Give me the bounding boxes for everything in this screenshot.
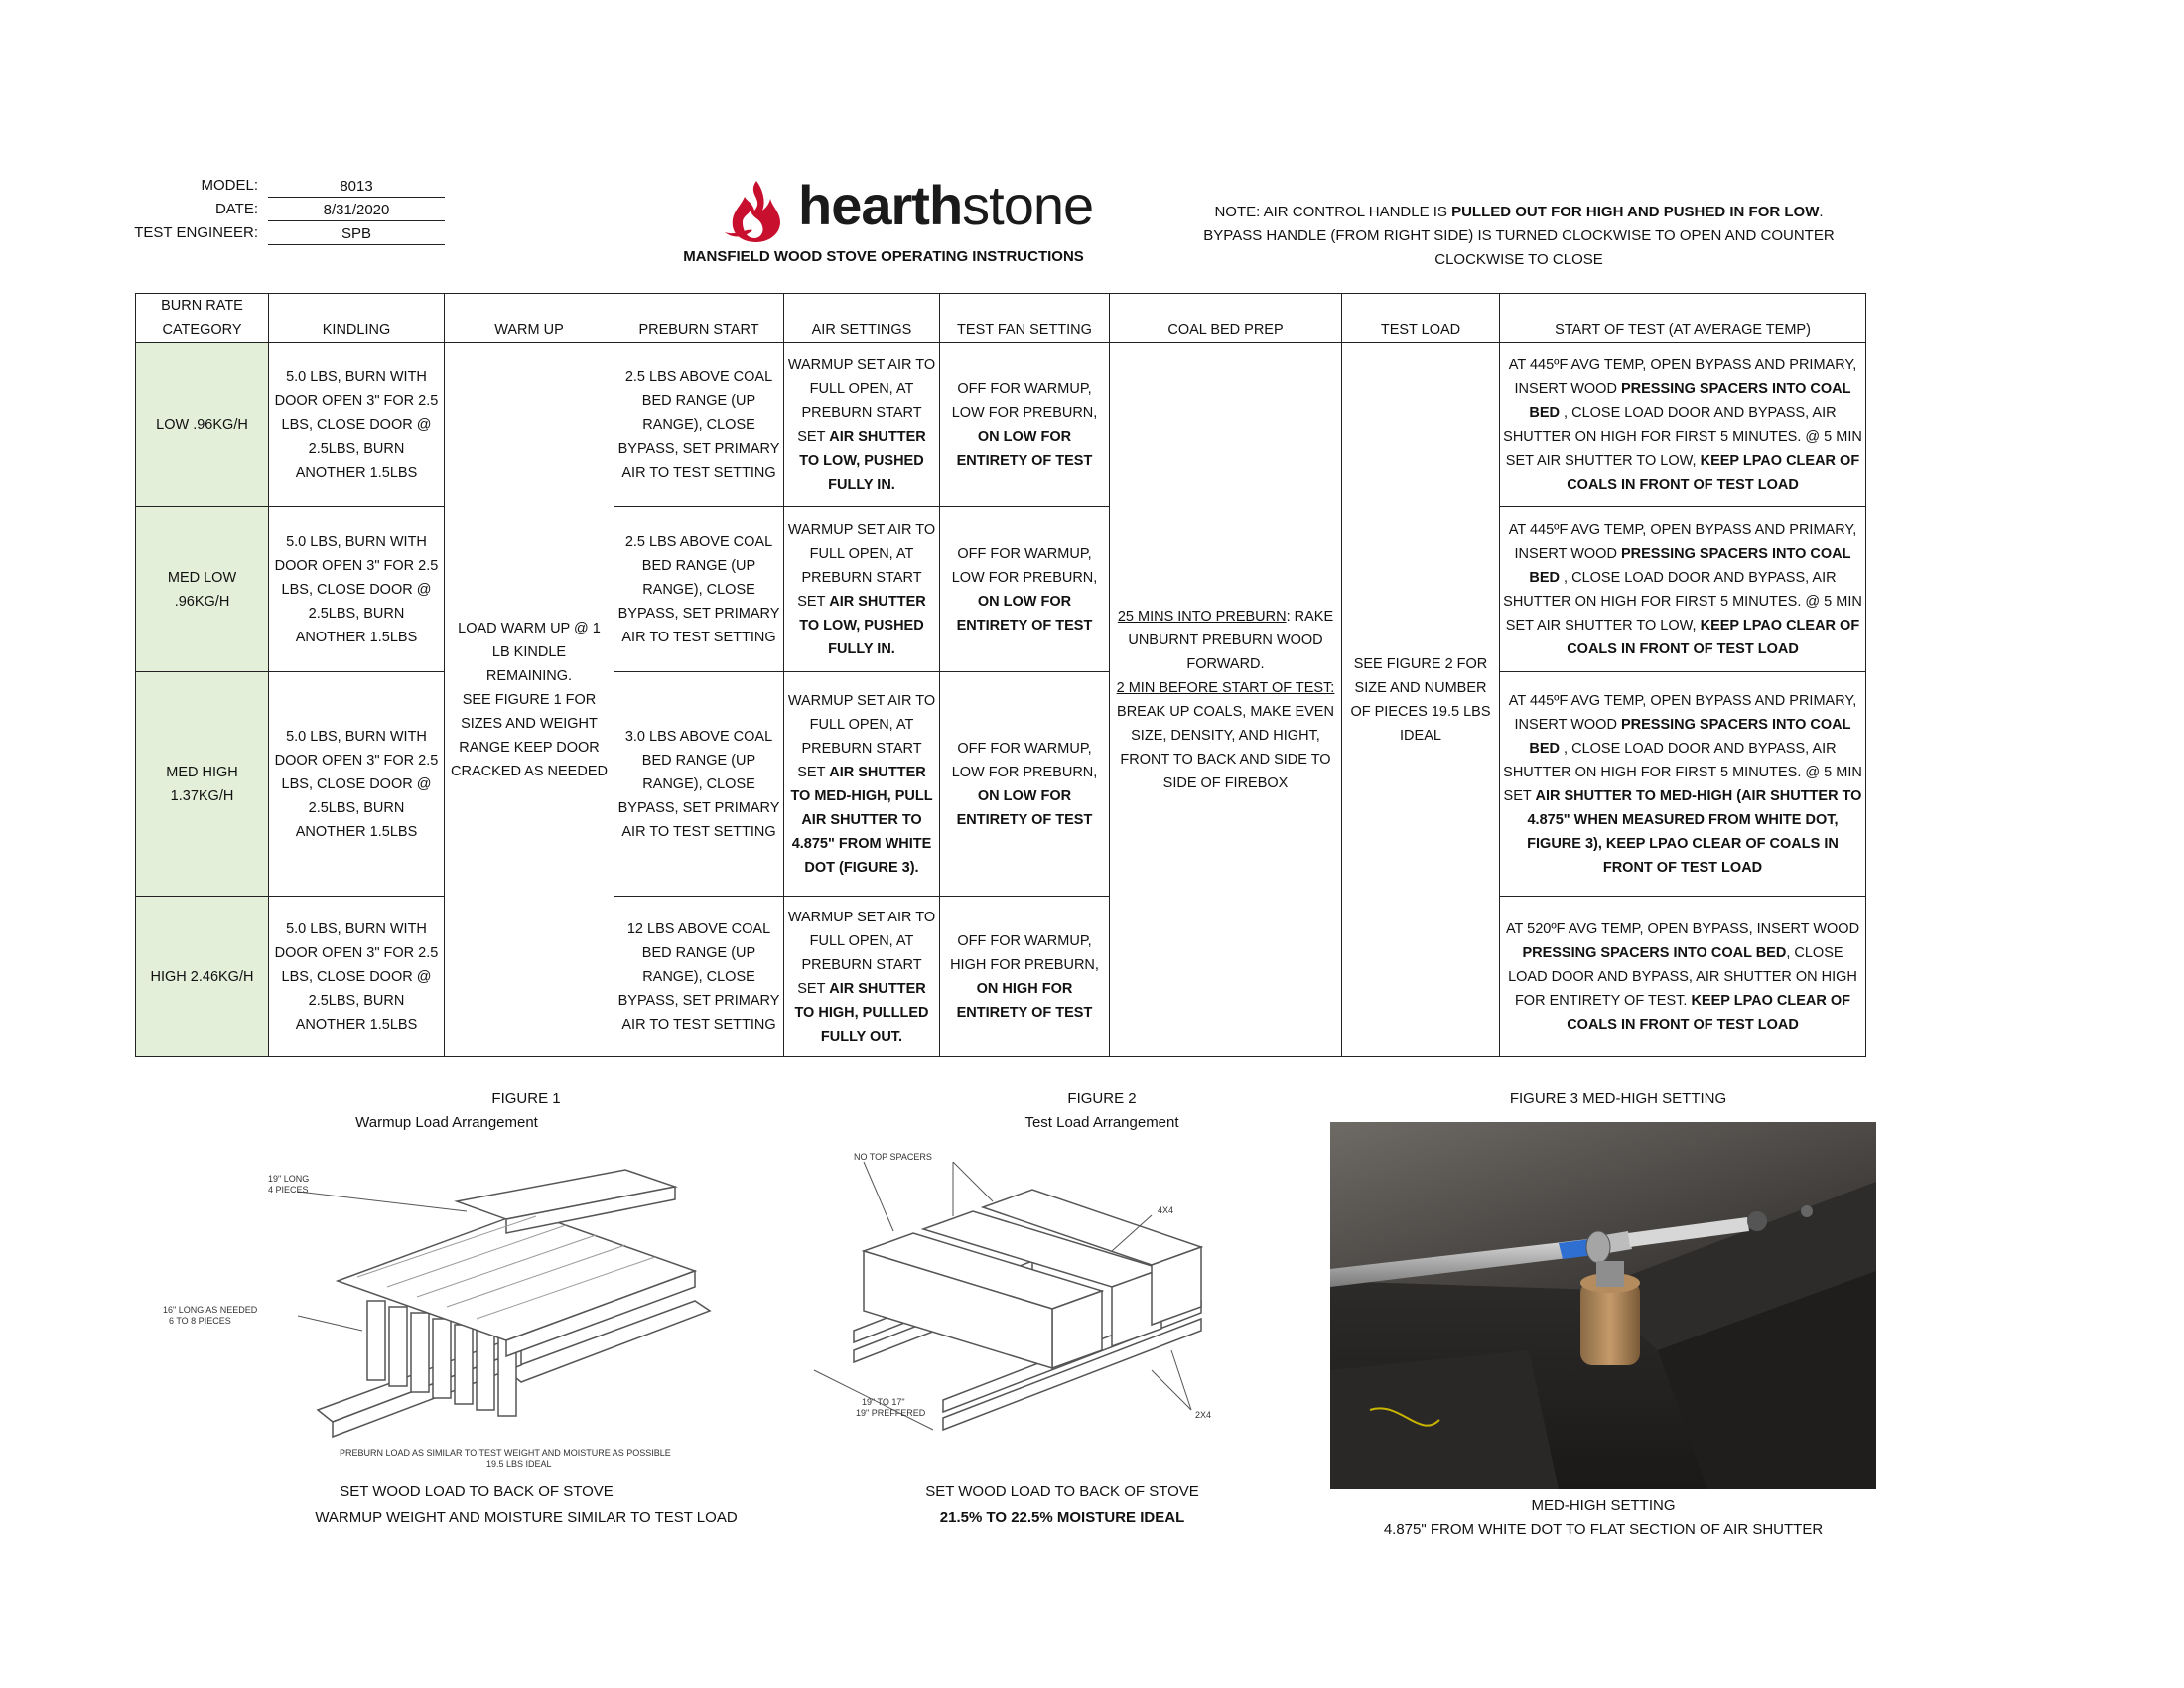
- air-settings-cell: [784, 343, 940, 507]
- note-line-1-prefix: NOTE: AIR CONTROL HANDLE IS: [1214, 204, 1452, 220]
- warm-up-line-2: SEE FIGURE 1 FOR SIZES AND WEIGHT RANGE KEEP DOOR CRACKED AS NEEDED: [451, 691, 608, 779]
- note-line-1: [1191, 201, 1846, 224]
- figure-1-caption-1: SET WOOD LOAD TO BACK OF STOVE: [340, 1483, 614, 1500]
- fig1-label-side-1: 16" LONG AS NEEDED: [163, 1305, 258, 1315]
- start-text-d: KEEP LPAO CLEAR OF COALS IN FRONT OF TEST LOAD: [1567, 992, 1851, 1033]
- header-preburn-start: PREBURN START: [614, 294, 784, 343]
- fan-cell: [940, 343, 1110, 507]
- air-settings-cell: [784, 507, 940, 672]
- fan-bold: ON LOW FOR ENTIRETY OF TEST: [956, 787, 1093, 828]
- model-value: 8013: [268, 177, 445, 198]
- burn-rate-cell: LOW .96KG/H: [136, 343, 269, 507]
- document-subtitle: MANSFIELD WOOD STOVE OPERATING INSTRUCTIONS: [683, 248, 1084, 265]
- fan-bold: ON LOW FOR ENTIRETY OF TEST: [956, 428, 1093, 469]
- figure-3-caption-1: MED-HIGH SETTING: [1531, 1497, 1676, 1514]
- warm-up-line-1: LOAD WARM UP @ 1 LB KINDLE REMAINING.: [458, 620, 601, 684]
- start-of-test-cell: [1500, 897, 1866, 1057]
- start-of-test-cell: [1500, 507, 1866, 672]
- air-settings-cell: [784, 672, 940, 897]
- fan-cell: [940, 507, 1110, 672]
- header-coal-bed-prep: COAL BED PREP: [1110, 294, 1342, 343]
- brand-wordmark: [798, 173, 1093, 237]
- figure-2-subtitle: Test Load Arrangement: [1024, 1114, 1179, 1131]
- note-line-1-bold: PULLED OUT FOR HIGH AND PUSHED IN FOR LOW: [1451, 204, 1820, 220]
- start-text-b: PRESSING SPACERS INTO COAL BED: [1529, 716, 1851, 757]
- air-plain: WARMUP SET AIR TO FULL OPEN, AT PREBURN START SET: [787, 692, 936, 780]
- control-note: [1191, 201, 1846, 272]
- start-of-test-cell: [1500, 343, 1866, 507]
- air-bold: AIR SHUTTER TO HIGH, PULLLED FULLY OUT.: [794, 980, 929, 1045]
- start-text-b: PRESSING SPACERS INTO COAL BED: [1522, 944, 1787, 961]
- fan-bold: ON LOW FOR ENTIRETY OF TEST: [956, 593, 1093, 633]
- coal-bed-label-2: 2 MIN BEFORE START OF TEST:: [1116, 679, 1335, 696]
- coal-bed-text-1: : RAKE UNBURNT PREBURN WOOD FORWARD.: [1128, 608, 1334, 672]
- start-of-test-cell: [1500, 672, 1866, 897]
- air-plain: WARMUP SET AIR TO FULL OPEN, AT PREBURN START SET: [787, 521, 936, 610]
- brand-bold: hearth: [798, 174, 963, 236]
- fan-plain: OFF FOR WARMUP, HIGH FOR PREBURN,: [950, 932, 1099, 973]
- model-row: [99, 177, 457, 201]
- note-line-2: BYPASS HANDLE (FROM RIGHT SIDE) IS TURNED CLOCKWISE TO OPEN AND COUNTER: [1203, 227, 1835, 244]
- figure-1-subtitle: Warmup Load Arrangement: [355, 1114, 538, 1131]
- figure-1-diagram: [159, 1162, 754, 1479]
- figure-1-title: FIGURE 1: [491, 1090, 561, 1107]
- air-bold: AIR SHUTTER TO LOW, PUSHED FULLY IN.: [799, 593, 926, 657]
- figure-2-title: FIGURE 2: [1067, 1090, 1137, 1107]
- fan-bold: ON HIGH FOR ENTIRETY OF TEST: [956, 980, 1093, 1021]
- table-row: [136, 507, 1866, 672]
- start-text-c: , CLOSE LOAD DOOR AND BYPASS, AIR SHUTTER ON HIGH FOR FIRST 5 MINUTES. @ 5 MIN SET: [1503, 740, 1862, 804]
- table-row: [136, 672, 1866, 897]
- engineer-label: TEST ENGINEER:: [134, 224, 258, 241]
- air-bold: AIR SHUTTER TO LOW, PUSHED FULLY IN.: [799, 428, 926, 492]
- preburn-cell: 2.5 LBS ABOVE COAL BED RANGE (UP RANGE), CLOSE BYPASS, SET PRIMARY AIR TO TEST SETTING: [614, 343, 784, 507]
- preburn-cell: 2.5 LBS ABOVE COAL BED RANGE (UP RANGE), CLOSE BYPASS, SET PRIMARY AIR TO TEST SETTING: [614, 507, 784, 672]
- brand-logo: [717, 174, 1114, 246]
- fan-cell: [940, 897, 1110, 1057]
- air-plain: WARMUP SET AIR TO FULL OPEN, AT PREBURN START SET: [787, 909, 936, 997]
- start-text-d: KEEP LPAO CLEAR OF COALS IN FRONT OF TEST LOAD: [1567, 617, 1860, 657]
- fig1-label-bottom-2: 19.5 LBS IDEAL: [486, 1459, 552, 1469]
- fan-plain: OFF FOR WARMUP, LOW FOR PREBURN,: [951, 380, 1098, 421]
- brand-regular: stone: [962, 174, 1094, 236]
- table-row: [136, 343, 1866, 507]
- flame-icon: [717, 177, 796, 246]
- fig2-label-len-1: 19" TO 17": [862, 1397, 905, 1407]
- start-text-c: , CLOSE LOAD DOOR AND BYPASS, AIR SHUTTER ON HIGH FOR FIRST 5 MINUTES. @ 5 MIN SET AIR SHUTTER TO LOW,: [1503, 569, 1862, 633]
- preburn-cell: 12 LBS ABOVE COAL BED RANGE (UP RANGE), CLOSE BYPASS, SET PRIMARY AIR TO TEST SETTING: [614, 897, 784, 1057]
- preburn-cell: 3.0 LBS ABOVE COAL BED RANGE (UP RANGE), CLOSE BYPASS, SET PRIMARY AIR TO TEST SETTING: [614, 672, 784, 897]
- header-warm-up: WARM UP: [445, 294, 614, 343]
- coal-bed-cell: [1110, 343, 1342, 1057]
- warm-up-cell: [445, 343, 614, 1057]
- start-text-d: KEEP LPAO CLEAR OF COALS IN FRONT OF TEST LOAD: [1567, 452, 1860, 492]
- fig1-label-top-1: 19" LONG: [268, 1174, 310, 1184]
- date-label: DATE:: [214, 201, 258, 217]
- engineer-row: [99, 224, 457, 248]
- fig1-label-side-2: 6 TO 8 PIECES: [169, 1316, 231, 1326]
- fan-cell: [940, 672, 1110, 897]
- burn-rate-cell: HIGH 2.46KG/H: [136, 897, 269, 1057]
- date-row: [99, 201, 457, 224]
- fan-plain: OFF FOR WARMUP, LOW FOR PREBURN,: [951, 740, 1098, 780]
- header-kindling: KINDLING: [269, 294, 445, 343]
- air-shutter-photo: [1330, 1122, 1876, 1489]
- air-bold: AIR SHUTTER TO MED-HIGH, PULL AIR SHUTTER TO 4.875" FROM WHITE DOT (FIGURE 3).: [790, 764, 933, 876]
- kindling-cell: 5.0 LBS, BURN WITH DOOR OPEN 3" FOR 2.5 LBS, CLOSE DOOR @ 2.5LBS, BURN ANOTHER 1.5LBS: [269, 672, 445, 897]
- figure-3-title: FIGURE 3 MED-HIGH SETTING: [1509, 1090, 1727, 1107]
- fig2-label-spacers: NO TOP SPACERS: [854, 1152, 932, 1162]
- start-text-a: AT 445ºF AVG TEMP, OPEN BYPASS AND PRIMARY, INSERT WOOD: [1508, 356, 1857, 397]
- air-shutter-photo-drawing: [1330, 1122, 1876, 1489]
- coal-bed-label-1: 25 MINS INTO PREBURN: [1117, 608, 1287, 625]
- header-start-of-test: START OF TEST (AT AVERAGE TEMP): [1500, 294, 1866, 343]
- operating-instructions-table: [135, 293, 1866, 1057]
- coal-bed-para-2: [1113, 676, 1338, 795]
- figure-2-caption-2: 21.5% TO 22.5% MOISTURE IDEAL: [939, 1509, 1185, 1526]
- fig1-label-top-2: 4 PIECES: [268, 1185, 309, 1195]
- model-label: MODEL:: [201, 177, 258, 194]
- note-line-3: CLOCKWISE TO CLOSE: [1434, 251, 1603, 268]
- air-shutter-knob: [1580, 1261, 1640, 1365]
- date-value: 8/31/2020: [268, 201, 445, 221]
- fig1-label-bottom-1: PREBURN LOAD AS SIMILAR TO TEST WEIGHT AND MOISTURE AS POSSIBLE: [340, 1448, 671, 1458]
- kindling-cell: 5.0 LBS, BURN WITH DOOR OPEN 3" FOR 2.5 LBS, CLOSE DOOR @ 2.5LBS, BURN ANOTHER 1.5LBS: [269, 343, 445, 507]
- air-plain: WARMUP SET AIR TO FULL OPEN, AT PREBURN START SET: [787, 356, 936, 445]
- air-settings-cell: [784, 897, 940, 1057]
- figure-1-caption-2: WARMUP WEIGHT AND MOISTURE SIMILAR TO TEST LOAD: [315, 1509, 738, 1526]
- burn-rate-cell: MED LOW .96KG/H: [136, 507, 269, 672]
- fig2-label-2x4: 2X4: [1195, 1410, 1212, 1420]
- coal-bed-para-1: [1113, 605, 1338, 676]
- fig2-label-4x4: 4X4: [1158, 1205, 1174, 1215]
- note-line-1-suffix: .: [1819, 204, 1824, 220]
- figure-3-caption-2: 4.875" FROM WHITE DOT TO FLAT SECTION OF AIR SHUTTER: [1383, 1521, 1824, 1538]
- start-text-b: PRESSING SPACERS INTO COAL BED: [1529, 380, 1851, 421]
- start-text-a: AT 445ºF AVG TEMP, OPEN BYPASS AND PRIMARY, INSERT WOOD: [1508, 692, 1857, 733]
- start-text-c: , CLOSE LOAD DOOR AND BYPASS, AIR SHUTTER ON HIGH FOR ENTIRETY OF TEST.: [1508, 944, 1857, 1009]
- header-test-fan-setting: TEST FAN SETTING: [940, 294, 1110, 343]
- figure-2-caption-1: SET WOOD LOAD TO BACK OF STOVE: [925, 1483, 1199, 1500]
- start-text-a: AT 520ºF AVG TEMP, OPEN BYPASS, INSERT WOOD: [1505, 920, 1860, 937]
- header-test-load: TEST LOAD: [1342, 294, 1500, 343]
- test-load-cell: SEE FIGURE 2 FOR SIZE AND NUMBER OF PIECES 19.5 LBS IDEAL: [1342, 343, 1500, 1057]
- start-text-a: AT 445ºF AVG TEMP, OPEN BYPASS AND PRIMARY, INSERT WOOD: [1508, 521, 1857, 562]
- engineer-value: SPB: [268, 224, 445, 245]
- fig2-label-len-2: 19" PREFFERED: [856, 1408, 926, 1418]
- header-burn-rate: BURN RATE CATEGORY: [136, 294, 269, 343]
- start-text-b: PRESSING SPACERS INTO COAL BED: [1529, 545, 1851, 586]
- table-header-row: [136, 294, 1866, 343]
- coal-bed-text-2: BREAK UP COALS, MAKE EVEN SIZE, DENSITY, AND HIGHT, FRONT TO BACK AND SIDE TO SIDE OF FIREBOX: [1117, 703, 1334, 791]
- start-text-c: , CLOSE LOAD DOOR AND BYPASS, AIR SHUTTER ON HIGH FOR FIRST 5 MINUTES. @ 5 MIN SET AIR SHUTTER TO LOW,: [1503, 404, 1862, 469]
- figure-2-diagram: [794, 1152, 1231, 1470]
- kindling-cell: 5.0 LBS, BURN WITH DOOR OPEN 3" FOR 2.5 LBS, CLOSE DOOR @ 2.5LBS, BURN ANOTHER 1.5LBS: [269, 507, 445, 672]
- kindling-cell: 5.0 LBS, BURN WITH DOOR OPEN 3" FOR 2.5 LBS, CLOSE DOOR @ 2.5LBS, BURN ANOTHER 1.5LBS: [269, 897, 445, 1057]
- fan-plain: OFF FOR WARMUP, LOW FOR PREBURN,: [951, 545, 1098, 586]
- header-air-settings: AIR SETTINGS: [784, 294, 940, 343]
- start-text-d: AIR SHUTTER TO MED-HIGH (AIR SHUTTER TO 4.875" WHEN MEASURED FROM WHITE DOT, FIGURE 3), KEEP LPAO CLEAR OF COALS IN FRONT OF TEST LOAD: [1527, 787, 1862, 876]
- burn-rate-cell: MED HIGH 1.37KG/H: [136, 672, 269, 897]
- table-row: [136, 897, 1866, 1057]
